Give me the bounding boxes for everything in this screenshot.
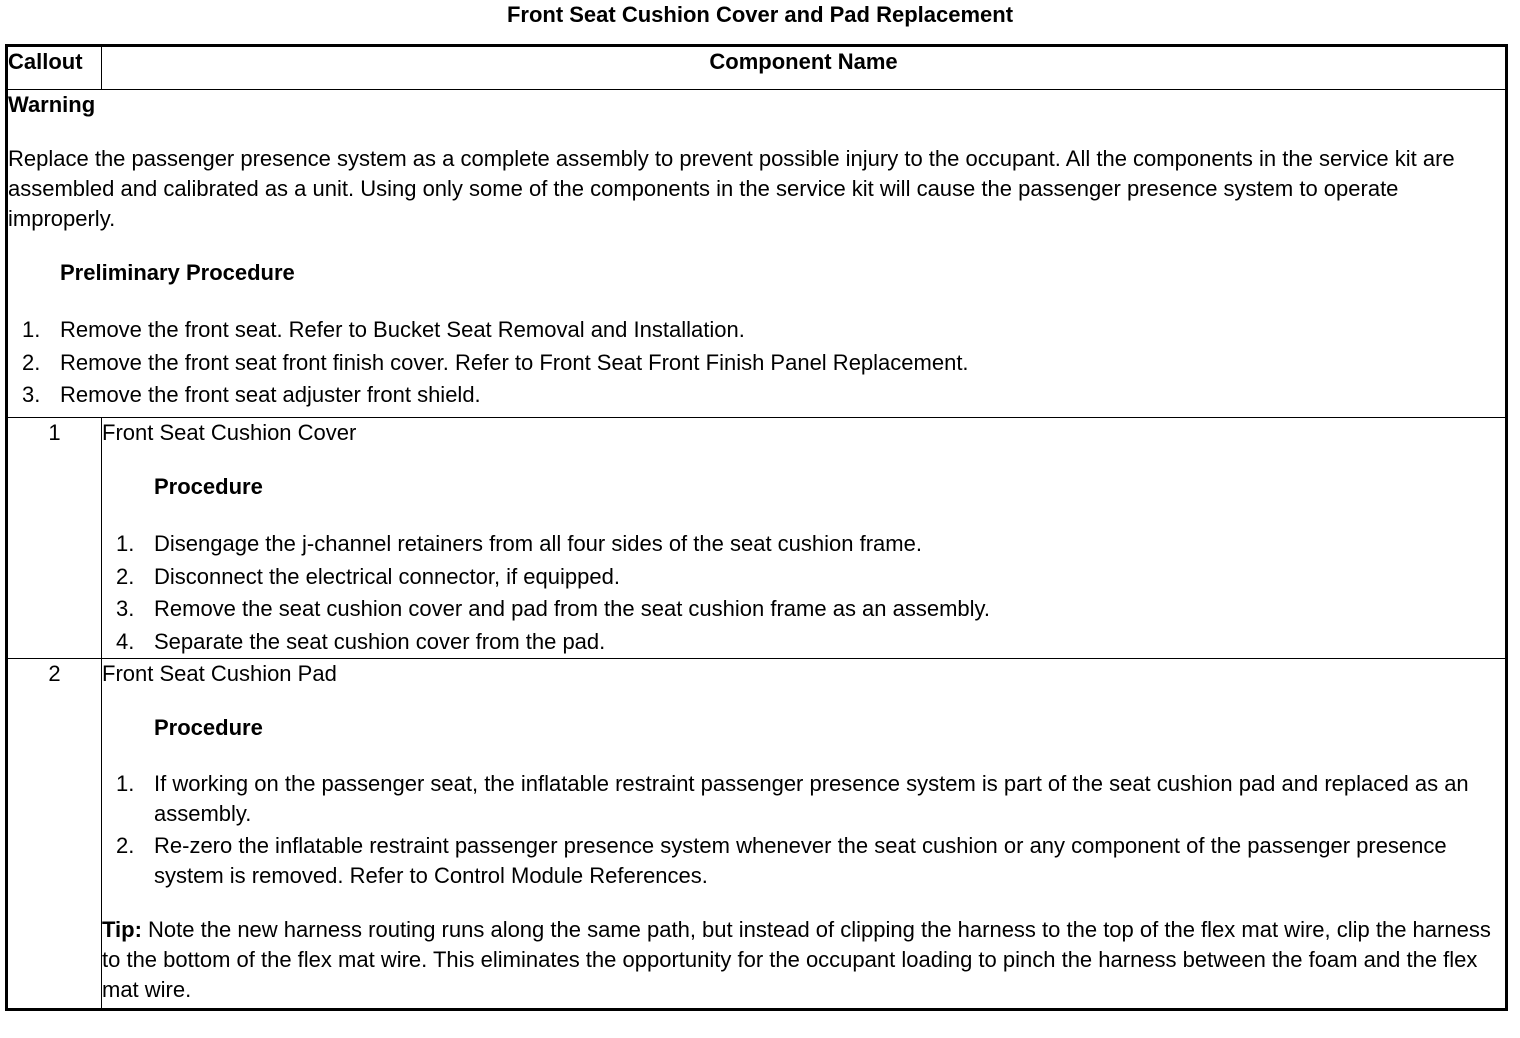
table-row	[7, 659, 1507, 1010]
step-text: Remove the front seat adjuster front shield.	[60, 382, 481, 407]
step-text: Disconnect the electrical connector, if equipped.	[154, 563, 620, 589]
list-item	[8, 347, 1505, 380]
warning-label: Warning	[8, 92, 96, 117]
step-number: 2.	[22, 349, 41, 375]
component-name: Front Seat Cushion Cover	[102, 420, 357, 445]
step-number: 3.	[116, 596, 135, 621]
step-text: Separate the seat cushion cover from the pad.	[154, 628, 606, 654]
preliminary-steps-list	[8, 314, 1505, 412]
list-item	[102, 561, 1505, 594]
list-item	[8, 379, 1505, 412]
step-text: If working on the passenger seat, the inflatable restraint passenger presence system is part of the seat cushion pad and replaced as an assembly.	[154, 771, 1469, 826]
list-item	[102, 528, 1505, 561]
step-text: Remove the front seat. Refer to Bucket Seat Removal and Installation.	[60, 317, 745, 342]
warning-cell	[7, 90, 1507, 418]
header-row	[7, 46, 1507, 90]
step-text: Remove the seat cushion cover and pad from the seat cushion frame as an assembly.	[154, 596, 991, 621]
step-text: Re-zero the inflatable restraint passenger presence system whenever the seat cushion or any component of the passenger presence system is removed. Refer to Control Module References.	[154, 833, 1447, 888]
step-text: Remove the front seat front finish cover. Refer to Front Seat Front Finish Panel Replacement.	[60, 349, 969, 375]
list-item	[8, 314, 1505, 347]
procedure-steps-list	[102, 769, 1505, 891]
component-cell	[102, 659, 1507, 1010]
step-number: 1.	[116, 531, 135, 556]
list-item	[102, 626, 1505, 659]
warning-text: Replace the passenger presence system as a complete assembly to prevent possible injury to the occupant. All the components in the service kit are assembled and calibrated as a unit. Using only some of the components in the service kit will cause the passenger presence system to operate improperly.	[8, 146, 1455, 231]
step-text: Disengage the j-channel retainers from all four sides of the seat cushion frame.	[154, 531, 922, 556]
tip-text: Note the new harness routing runs along the same path, but instead of clipping the harness to the top of the flex mat wire, clip the harness to the bottom of the flex mat wire. This eliminates the opportunity for the occupant loading to pinch the harness between the foam and the flex mat wire.	[102, 917, 1491, 1002]
component-cell	[102, 418, 1507, 659]
document-title: Front Seat Cushion Cover and Pad Replacement	[506, 2, 1014, 27]
step-number: 1.	[22, 317, 41, 342]
step-number: 3.	[22, 382, 41, 407]
step-number: 2.	[116, 563, 135, 589]
callout-number: 1	[7, 418, 102, 659]
list-item	[102, 593, 1505, 626]
list-item	[102, 769, 1505, 829]
step-number: 2.	[116, 833, 135, 858]
procedure-heading: Procedure	[154, 474, 263, 499]
callout-number: 2	[7, 659, 102, 1010]
tip-label: Tip:	[102, 917, 142, 942]
tip-note	[102, 915, 1505, 1005]
list-item	[102, 831, 1505, 891]
component-name: Front Seat Cushion Pad	[102, 661, 337, 686]
step-number: 4.	[116, 628, 135, 654]
procedure-steps-list	[102, 528, 1505, 658]
step-number: 1.	[116, 771, 135, 796]
preliminary-procedure-heading: Preliminary Procedure	[60, 260, 295, 285]
procedure-heading: Procedure	[154, 715, 263, 740]
warning-row	[7, 90, 1507, 418]
procedure-table	[5, 44, 1508, 1011]
table-row	[7, 418, 1507, 659]
callout-column-header: Callout	[7, 46, 102, 90]
component-name-column-header: Component Name	[102, 46, 1507, 90]
